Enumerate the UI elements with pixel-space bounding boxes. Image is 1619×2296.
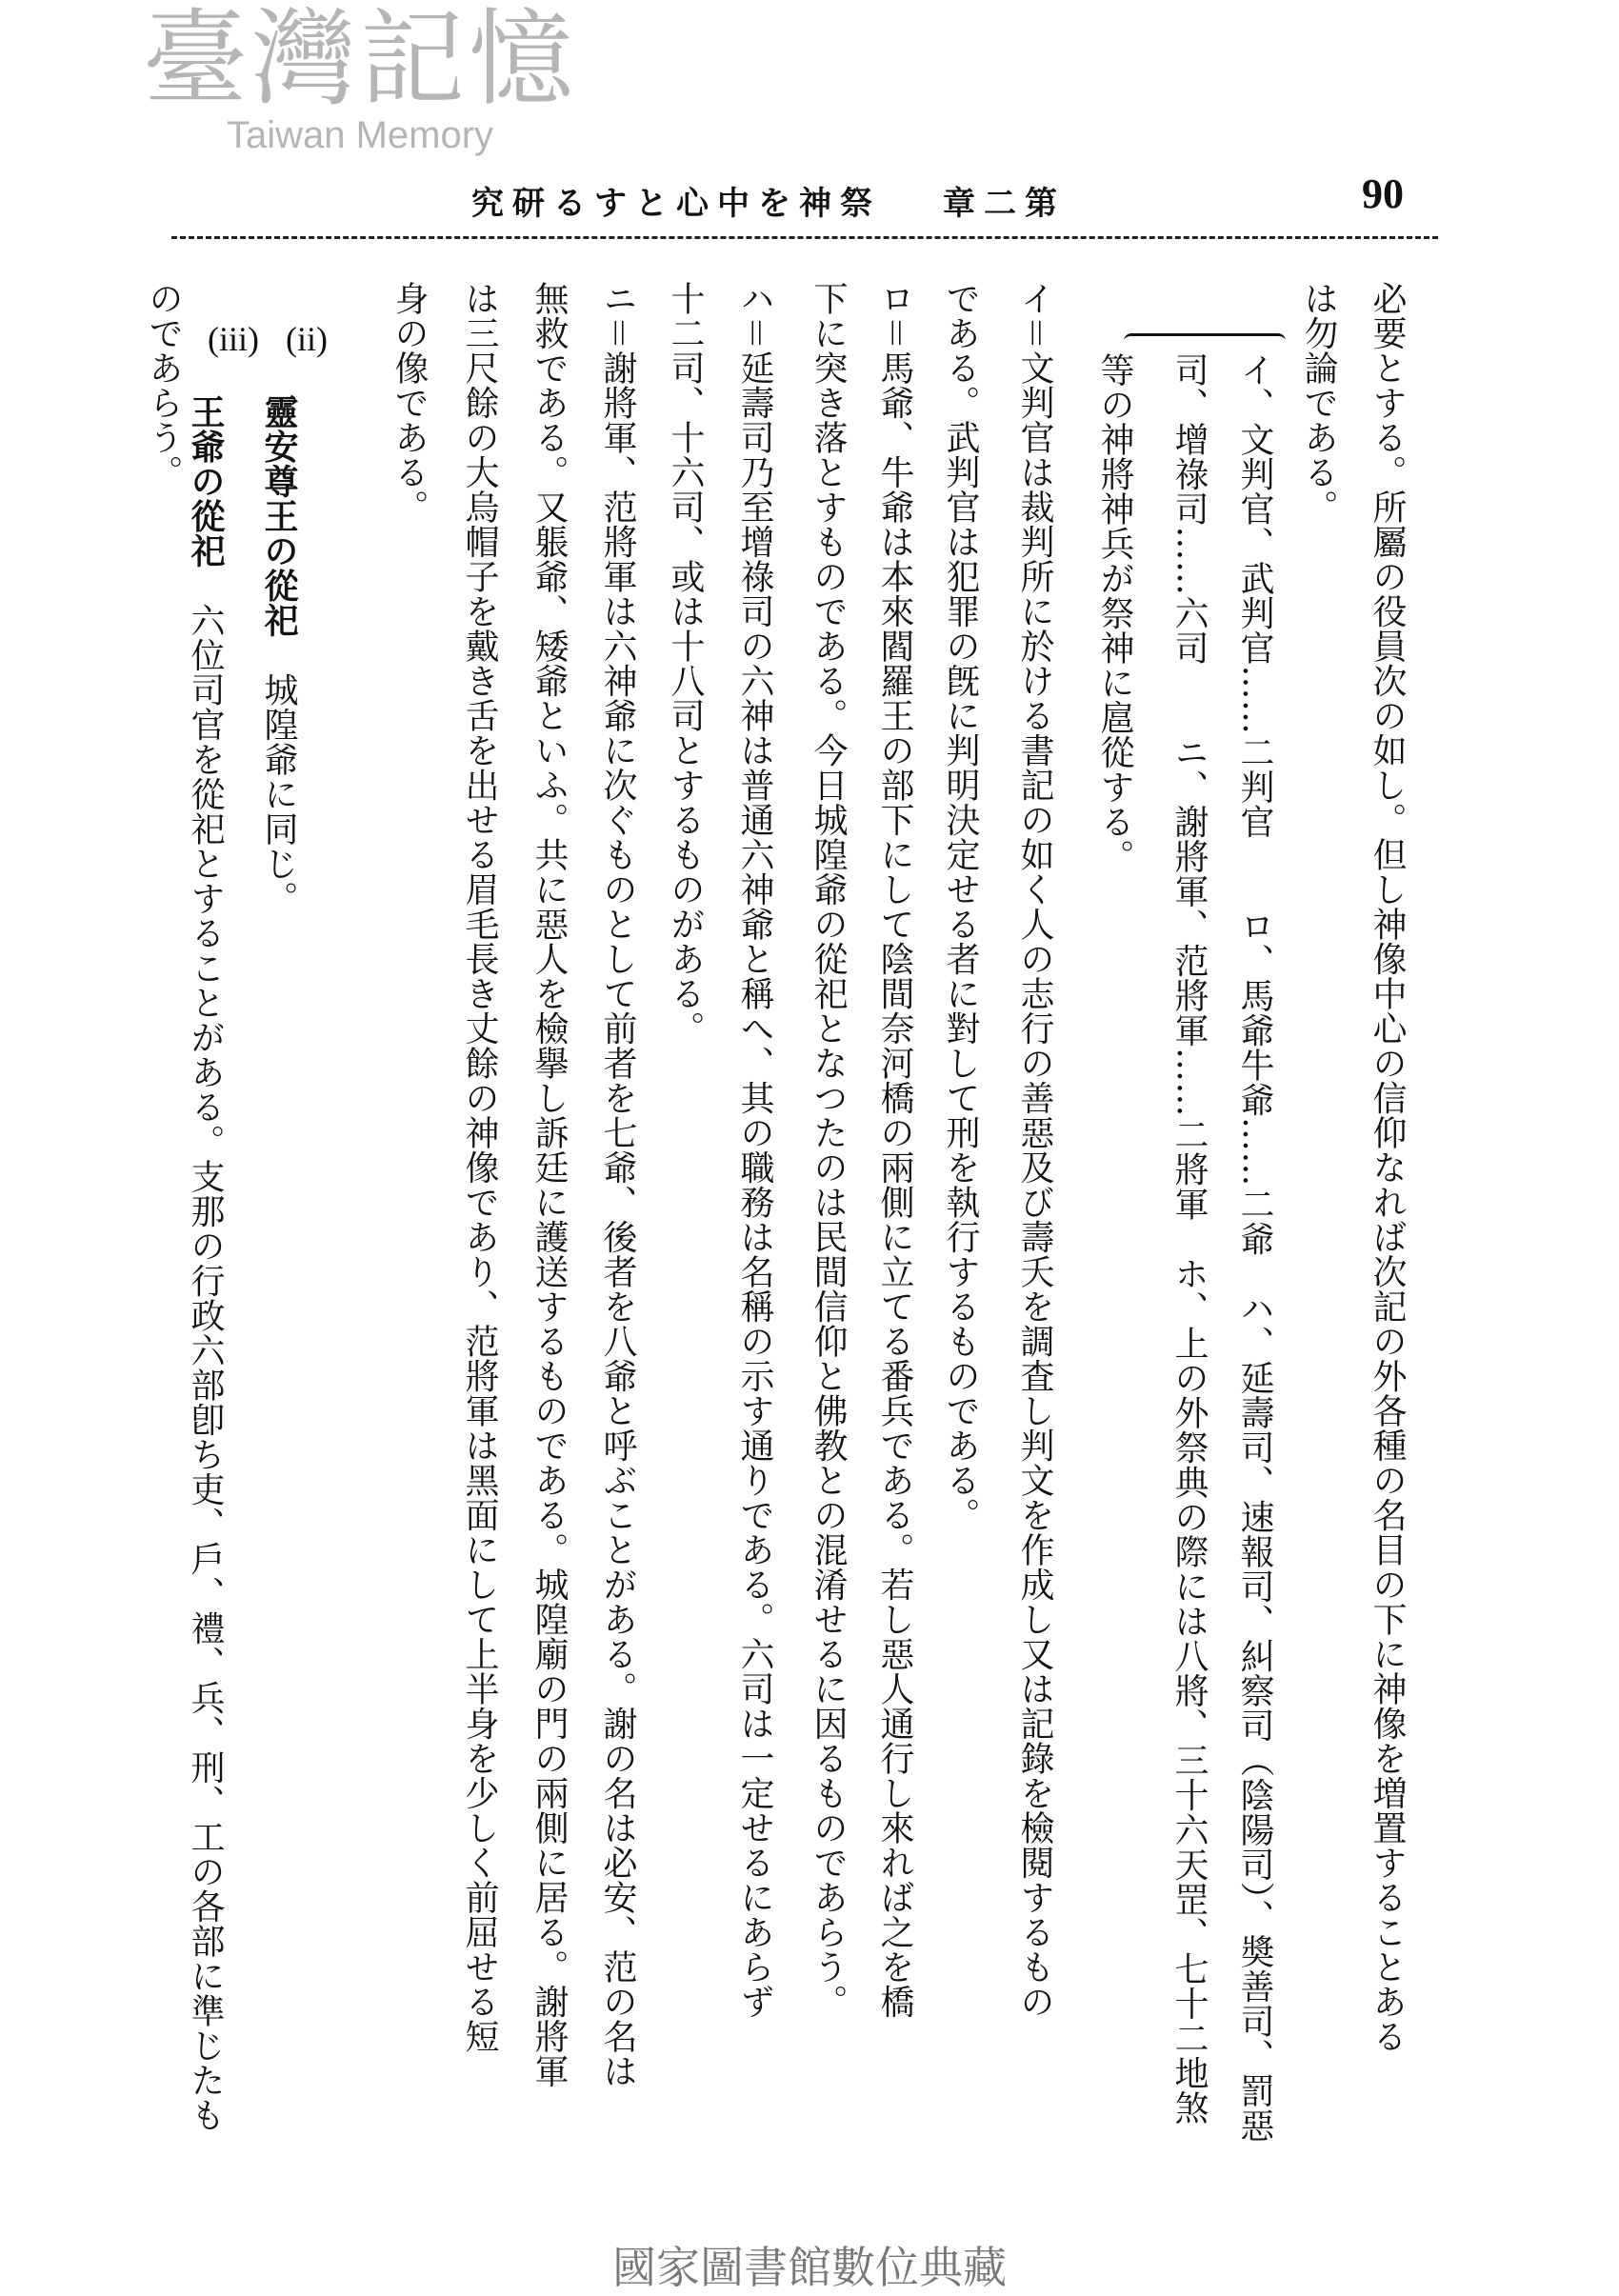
header-rule — [171, 236, 1438, 239]
text-column: のであらう。 — [144, 281, 183, 489]
text-column: ニ＝謝將軍、范將軍は六神爺に次ぐものとして前者を七爺、後者を八爺と呼ぶことがある。謝の名は必安、范の名は — [598, 281, 637, 2088]
text-column: は三尺餘の大烏帽子を戴き舌を出せる眉毛長き丈餘の神像であり、范將軍は黑面にして上半身を少しく前屈せる短 — [460, 281, 499, 2054]
text-column: は勿論である。 — [1299, 281, 1338, 525]
text-column: イ＝文判官は裁判所に於ける書記の如く人の志行の善惡及び壽夭を調査し判文を作成し又は記錄を檢閱するもの — [1015, 281, 1054, 2019]
text-column: イ、文判官、武判官……二判官 ロ、馬爺牛爺……二爺 ハ、延壽司、速報司、糾察司（陰陽司）、奬善司、罰惡 — [1235, 352, 1274, 2143]
running-header-title: 究研るすと心中を神祭 — [471, 185, 881, 223]
text-column: 下に突き落とすものである。今日城隍爺の從祀となつたのは民間信仰と佛教との混淆せるに因るものであらう。 — [809, 281, 848, 2019]
watermark-cjk: 臺灣記憶 — [143, 0, 577, 120]
list-brace — [1124, 333, 1286, 346]
text-column: である。武判官は犯罪の旣に判明決定せる者に對して刑を執行するものである。 — [941, 281, 980, 1532]
text-column: 身の像である。 — [390, 281, 429, 525]
section-label: (iii) — [208, 320, 259, 358]
section-label: (ii) — [286, 320, 328, 358]
running-header-chapter: 章二第 — [943, 185, 1066, 223]
section-text: 城隍爺に同じ。 — [259, 671, 298, 916]
section-heading: 靈安尊王の從祀 — [259, 393, 298, 638]
text-column: 十二司、十六司、或は十八司とするものがある。 — [666, 281, 705, 1046]
watermark-latin: Taiwan Memory — [226, 114, 494, 156]
section-text: 六位司官を從祀とすることがある。支那の行政六部卽ち吏、戶、禮、兵、刑、工の各部に準じたも — [186, 602, 225, 2132]
section-heading: 王爺の從祀 — [186, 393, 225, 569]
section-column — [186, 371, 256, 2132]
watermark-logo — [143, 0, 577, 156]
text-column: ハ＝延壽司乃至增祿司の六神は普通六神爺と稱へ、其の職務は名稱の示す通りである。六司は一定せるにあらず — [735, 281, 774, 2019]
footer-archive-name: 國家圖書館數位典藏 — [612, 2242, 1007, 2293]
text-column: 司、增祿司……六司 ニ、謝將軍、范將軍……二將軍 ホ、上の外祭典の際には八將、三十六天罡、七十二地煞 — [1169, 352, 1209, 2126]
page-number: 90 — [1362, 170, 1404, 217]
text-column: ロ＝馬爺、牛爺は本來閻羅王の部下にして陰間奈河橋の兩側に立てる番兵である。若し惡人通行し來れば之を橋 — [875, 281, 914, 2019]
section-column — [259, 371, 330, 916]
text-column: 無救である。又躼爺、矮爺といふ。共に惡人を檢擧し訴廷に護送するものである。城隍廟の門の兩側に居る。謝將軍 — [530, 281, 569, 2088]
text-column: 等の神將神兵が祭神に扈從する。 — [1095, 352, 1134, 874]
text-column: 必要とする。所屬の役員次の如し。但し神像中心の信仰なれば次記の外各種の名目の下に神像を増置することある — [1368, 281, 1407, 2054]
